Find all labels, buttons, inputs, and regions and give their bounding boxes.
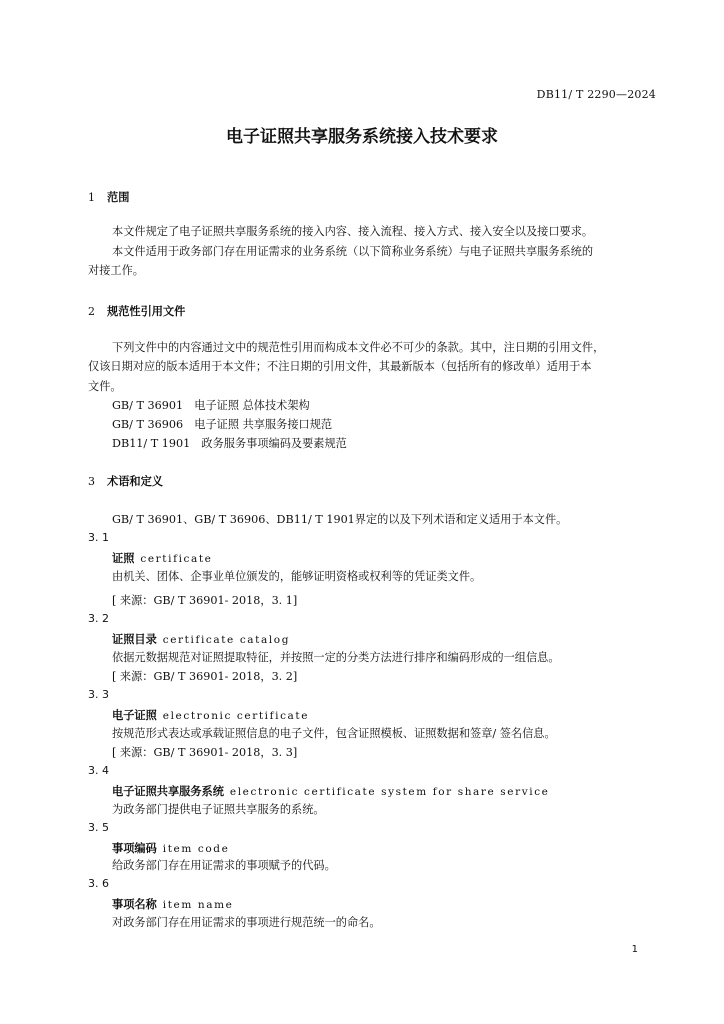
term-source: [ 来源：GB/ T 36901- 2018，3. 1] [112, 594, 298, 607]
term-heading [112, 783, 550, 799]
paragraph-line: GB/ T 36901、GB/ T 36906、DB11/ T 1901界定的以及下列术语和定义适用于本文件。 [112, 513, 568, 526]
term-chinese: 电子证照 [112, 709, 157, 722]
section-title: 术语和定义 [107, 475, 163, 488]
term-number: 3. 3 [88, 688, 109, 701]
term-definition: 依据元数据规范对证照提取特征，并按照一定的分类方法进行排序和编码形成的一组信息。 [112, 651, 560, 664]
term-heading [112, 550, 213, 566]
term-english: certificate [140, 553, 213, 565]
reference-item: DB11/ T 1901 政务服务事项编码及要素规范 [112, 437, 347, 450]
term-definition: 对政务部门存在用证需求的事项进行规范统一的命名。 [112, 916, 381, 929]
term-chinese: 事项编码 [112, 842, 157, 855]
term-number: 3. 2 [88, 612, 109, 625]
reference-item: GB/ T 36901 电子证照 总体技术架构 [112, 399, 310, 412]
page-number: 1 [631, 944, 638, 955]
term-heading [112, 631, 290, 647]
paragraph-line: 下列文件中的内容通过文中的规范性引用而构成本文件必不可少的条款。其中，注日期的引用文件， [112, 341, 605, 354]
term-chinese: 证照目录 [112, 633, 157, 646]
term-definition: 按规范形式表达或承载证照信息的电子文件，包含证照模板、证照数据和签章/ 签名信息。 [112, 727, 556, 740]
term-heading [112, 707, 309, 723]
term-english: electronic certificate [162, 710, 310, 722]
section-number: 3 [88, 475, 95, 488]
term-source: [ 来源：GB/ T 36901- 2018，3. 3] [112, 746, 298, 759]
paragraph-line: 仅该日期对应的版本适用于本文件；不注日期的引用文件，其最新版本（包括所有的修改单）适用于本 [88, 360, 592, 373]
document-title: 电子证照共享服务系统接入技术要求 [226, 127, 498, 147]
term-definition: 给政务部门存在用证需求的事项赋予的代码。 [112, 859, 336, 872]
term-source: [ 来源：GB/ T 36901- 2018，3. 2] [112, 670, 298, 683]
term-english: item code [162, 843, 230, 855]
section-title: 范围 [107, 191, 130, 204]
term-definition: 由机关、团体、企事业单位颁发的，能够证明资格或权利等的凭证类文件。 [112, 570, 482, 583]
term-chinese: 证照 [112, 552, 135, 565]
term-chinese: 电子证照共享服务系统 [112, 785, 224, 798]
term-english: item name [162, 899, 234, 911]
document-code: DB11/ T 2290—2024 [536, 88, 656, 101]
reference-item: GB/ T 36906 电子证照 共享服务接口规范 [112, 418, 333, 431]
term-number: 3. 6 [88, 877, 109, 890]
term-number: 3. 4 [88, 764, 109, 777]
term-english: certificate catalog [162, 634, 291, 646]
term-heading [112, 896, 233, 912]
section-number: 1 [88, 191, 95, 204]
term-number: 3. 5 [88, 821, 109, 834]
paragraph-line: 本文件规定了电子证照共享服务系统的接入内容、接入流程、接入方式、接入安全以及接口要求。 [112, 225, 594, 238]
paragraph-line: 本文件适用于政务部门存在用证需求的业务系统（以下简称业务系统）与电子证照共享服务系统的 [112, 245, 594, 258]
term-number: 3. 1 [88, 531, 109, 544]
term-chinese: 事项名称 [112, 898, 157, 911]
term-definition: 为政务部门提供电子证照共享服务的系统。 [112, 803, 325, 816]
term-english: electronic certificate system for share service [229, 786, 550, 798]
paragraph-line: 文件。 [88, 380, 122, 393]
section-number: 2 [88, 305, 95, 318]
paragraph-line: 对接工作。 [88, 264, 144, 277]
term-heading [112, 840, 229, 856]
section-title: 规范性引用文件 [107, 305, 186, 318]
